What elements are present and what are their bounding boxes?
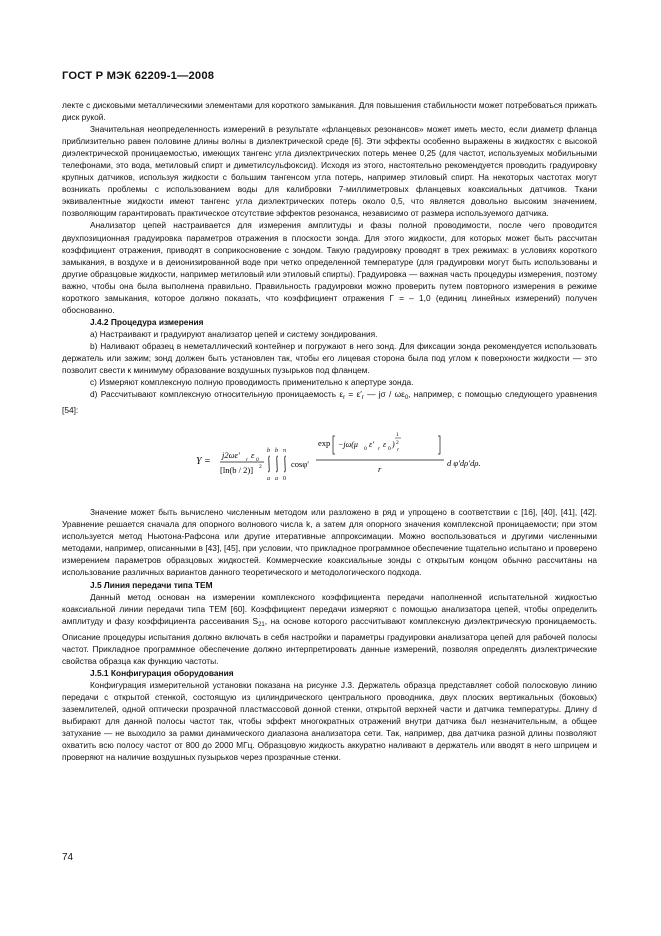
list-item: [62, 388, 597, 416]
equation-cos: cosφ′: [291, 459, 310, 470]
list-item: а) Настраивают и градуируют анализатор цепей и систему зондирования.: [90, 328, 378, 339]
text-run: d) Рассчитывают комплексную относительную проницаемость ε: [90, 389, 344, 400]
section-heading: J.4.2 Процедура измерения: [90, 316, 204, 327]
equation-numerator: j2ωε′: [222, 450, 240, 461]
equation-exp-inner: −jω(μ: [338, 440, 358, 450]
text-run: = ε′: [345, 389, 362, 400]
subscript: 0: [256, 457, 259, 464]
page-body: [62, 99, 597, 763]
section-heading: J.5 Линия передачи типа ТЕМ: [90, 579, 213, 590]
integral-sign: [284, 456, 286, 472]
paragraph: Значение может быть вычислено численным методом или разложено в ряд и упрощено в соответствии с [16], [40], [41], [42]. Уравнение решается сначала для опорного волнового числа k, а затем для опорного значения комплексной проницаемости; при этом используется метод Ньютона-Рафсона или другие итеративные аппроксимации. Можно воспользоваться и другими численными методами, например, описанными в [43], [45], при условии, что прикладное программное обеспечение тщательно испытано и проверено измерением параметров образцовых жидкостей. Коммерческие коаксиальные зонды с открытым концом обычно рассчитаны на использование различных вариантов данного теоретического и методологического подхода.: [62, 507, 597, 578]
paragraph: Значительная неопределенность измерений в результате «фланцевых резонансов» может иметь место, если диаметр фланца приблизительно равен половине длины волны в диэлектрической среде [6]. Эти эффекты особенно выражены в жидкостях с высокой диэлектрической проницаемостью, имеющих тангенс угла диэлектрических потерь менее 0,25 (для частот, используемых мобильными телефонами, это вода, метиловый спирт и диметилсульфоксид). Исходя из этого, настоятельно рекомендуется проводить градуировку крупных датчиков, используя жидкости с большим тангенсом угла потерь, например этиловый спирт. На некоторых частотах могут возникать проблемы с использованием воды для калибровки 7-миллиметровых фланцевых коаксиальных датчиков. Ткани эквивалентные жидкости имеют тангенс угла диэлектрических потерь около 0,5, что является довольно высоким значением, позволяющим гарантировать практическое отсутствие эффектов резонанса, независимо от размера используемого датчика.: [62, 124, 597, 219]
section-heading: J.5.1 Конфигурация оборудования: [90, 667, 234, 678]
subscript: 21: [258, 621, 265, 628]
subscript: 0: [404, 395, 409, 402]
text-run: , например, с помощью следующего уравнения [54]:: [62, 389, 597, 416]
paragraph: [62, 591, 597, 667]
bracket-right: [438, 436, 440, 454]
equation-exp-inner: ε′: [369, 440, 374, 450]
integral-sign: [268, 456, 270, 472]
bracket-left: [333, 436, 335, 454]
superscript: 1: [396, 432, 399, 439]
list-item: с) Измеряют комплексную полную проводимость применительно к апертуре зонда.: [90, 377, 414, 388]
integral-upper: b: [267, 448, 270, 455]
superscript: 2: [396, 440, 399, 447]
integral-lower: 0: [283, 476, 286, 483]
subscript: r: [246, 457, 249, 464]
equation-exp: exp: [318, 438, 331, 449]
equation-denominator: [ln(b / 2)]: [220, 465, 254, 476]
text-run: Данный метод основан на измерении комплексного коэффициента передачи наполненной испытательной жидкостью коаксиальной линии передачи типа ТЕМ [60]. Коэффициент передачи измеряют с помощью анализатора цепей, чтобы определить амплитуду и фазу коэффициента рассеивания S: [62, 591, 597, 626]
subscript: 0: [388, 446, 391, 453]
integral-upper: π: [283, 448, 287, 455]
equation-exp-inner: ε: [383, 440, 387, 450]
page-number: 74: [62, 852, 74, 863]
subscript: r: [343, 395, 346, 402]
subscript: r: [397, 447, 400, 454]
text-run: , на основе которого рассчитывают комплексную диэлектрическую проницаемость. Описание процедуры испытания должно включать в себя настройки и параметры градуировки анализатора цепей для рабочей полосы частот. Прикладное программное обеспечение должно интерпретировать данные измерений, позволяя определять диэлектрические свойства образца как функцию частоты.: [62, 615, 597, 666]
equation-r: r: [378, 464, 382, 475]
integral-lower: a: [267, 476, 270, 483]
text-run: — jσ / ωε: [363, 389, 405, 400]
equation: [62, 420, 597, 500]
equation-lhs: Y =: [196, 456, 211, 468]
superscript: 2: [259, 464, 262, 471]
equation-differentials: d φ′dρ′dρ.: [447, 458, 481, 469]
subscript: 0: [364, 446, 367, 453]
paragraph: Конфигурация измерительной установки показана на рисунке J.3. Держатель образца представляет собой полосковую линию передачи с открытой стенкой, состоящую из цилиндрического центрального проводника, двух плоских вертикальных (боковых) заземлителей, одной оптически прозрачной пластмассовой донной стенки, открытой верхней части и датчика температуры. Длину d выбирают для данной полосы частот так, чтобы эффект многократных отражений внутри датчика был незначительным, а общее затухание — не выходило за рамки динамического диапазона анализатора сети. Так, например, два датчика разной длины позволяют охватить всю полосу частот от 800 до 2000 МГц. Образцовую жидкость аккуратно наливают в держатель или вводят в него шприцем и проверяют на наличие воздушных пузырьков через прозрачные стенки.: [62, 679, 597, 763]
paragraph: Анализатор цепей настраивается для измерения амплитуды и фазы полной проводимости, после чего проводится двухпозиционная градуировка параметров отражения в плоскости зонда. Для этого жидкости, для которых может быть рассчитан коэффициент отражения, приводят в соприкосновение с зондом. Такую градуировку проводят в трех режимах: в условиях короткого замыкания, в воздухе и в деионизированной воде при четко определенной температуре (для градуировки могут быть использованы и другие образцовые жидкости, например метиловый или этиловый спирты). Градуировка — важная часть процедуры измерения, поэтому важно, чтобы она была выполнена правильно. Правильность градуировки можно проверить путем повторного измерения в режиме короткого замыкания, которое должно показать, что коэффициент отражения Г = – 1,0 (единиц линейных измерений) получен обоснованно.: [62, 220, 597, 315]
subscript: r: [361, 395, 364, 402]
equation-eps: ε: [251, 450, 255, 461]
integral-lower: a: [275, 476, 278, 483]
integral-sign: [276, 456, 278, 472]
equation-exp-inner: ): [392, 440, 395, 450]
integral-upper: b: [275, 448, 278, 455]
equation-graphic: [192, 420, 492, 500]
subscript: r: [378, 446, 381, 453]
list-item: b) Наливают образец в неметаллический контейнер и погружают в него зонд. Для фиксации зонда рекомендуется использовать держатель или зажим; зонд должен быть установлен так, чтобы его лицевая сторона была под углом к поверхности жидкости — это позволит свести к минимуму образование воздушных пузырьков под фланцем.: [62, 340, 597, 376]
document-header: ГОСТ Р МЭК 62209-1—2008: [62, 70, 215, 82]
paragraph: лекте с дисковыми металлическими элементами для короткого замыкания. Для повышения стабильности может потребоваться прижать диск рукой.: [62, 100, 597, 123]
